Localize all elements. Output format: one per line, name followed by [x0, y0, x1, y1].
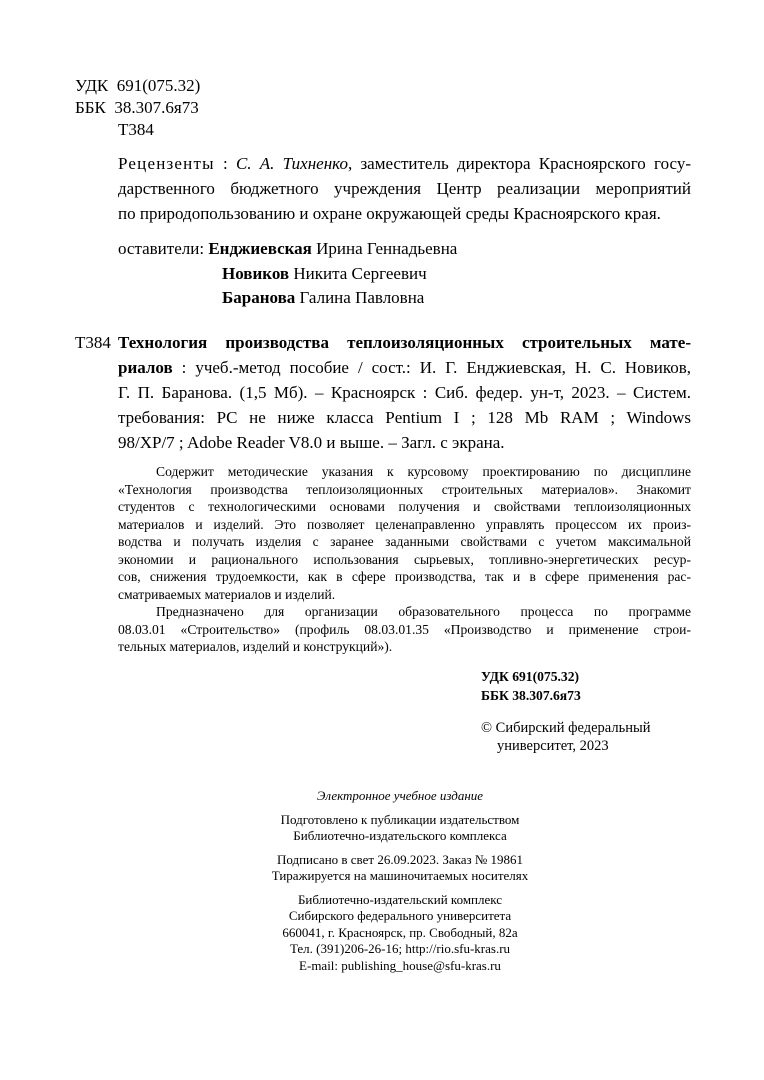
biblio-mark: Т384 — [75, 333, 111, 352]
compiler-surname: Новиков — [222, 264, 290, 283]
compilers-label: оставители: — [118, 239, 209, 258]
abstract-line: сматриваемых материалов и изделий. — [118, 586, 336, 602]
abstract-line: тельных материалов, изделий и конструкций»). — [118, 639, 393, 654]
prepared-line2: Библиотечно-издательского комплекса — [293, 828, 507, 843]
bbk-right: ББК 38.307.6я73 — [481, 688, 581, 703]
abstract-line: водства и получать изделия с заранее заданными свойствами с учетом максимальной — [118, 534, 691, 549]
biblio-entry — [118, 330, 691, 455]
prepared-line1: Подготовлено к публикации издательством — [280, 811, 520, 827]
address-line: 660041, г. Красноярск, пр. Свободный, 82а — [282, 924, 518, 940]
signed-line: Подписано в свет 26.09.2023. Заказ № 19861 — [276, 851, 524, 867]
reviewers-line2: дарственного бюджетного учреждения Центр реализации мероприятий — [118, 179, 691, 198]
abstract-line: «Технология производства теплоизоляционных строительных материалов». Знакомит — [118, 481, 691, 497]
compiler-name: Ирина Геннадьевна — [311, 239, 458, 258]
replicated-line: Тиражируется на машиночитаемых носителях — [271, 868, 529, 883]
biblio-title-line1: Технология производства теплоизоляционных строительных мате- — [118, 333, 691, 352]
abstract-line: Содержит методические указания к курсовому проектированию по дисциплине — [156, 464, 691, 479]
biblio-line5: 98/XP/7 ; Adobe Reader V8.0 и выше. – Загл. с экрана. — [118, 433, 505, 452]
author-mark: Т384 — [118, 120, 154, 139]
udk-value: 691(075.32) — [116, 76, 201, 95]
bbk-label: ББК — [75, 98, 106, 117]
edition-type: Электронное учебное издание — [316, 788, 484, 803]
abstract-line: сов, снижения трудоемкости, как в сфере производства, так и в сфере применения рас- — [118, 569, 691, 584]
reviewers-line3: по природопользованию и охране окружающей среды Красноярского края. — [118, 204, 661, 223]
biblio-line3: Г. П. Баранова. (1,5 Мб). – Красноярск : Сиб. федер. ун-т, 2023. – Систем. — [118, 383, 691, 402]
abstract-line: 08.03.01 «Строительство» (профиль 08.03.01.35 «Производство и применение строи- — [118, 621, 691, 637]
reviewers-label: Рецензенты — [118, 154, 215, 173]
abstract — [118, 463, 691, 656]
abstract-line: Предназначено для организации образовательного процесса по программе — [156, 604, 691, 619]
email-line: E-mail: publishing_house@sfu-kras.ru — [299, 957, 501, 973]
biblio-line2: риалов : учеб.-метод пособие / сост.: И. Г. Енджиевская, Н. С. Новиков, — [118, 358, 691, 377]
udk-right: УДК 691(075.32) — [481, 669, 580, 684]
reviewers-line1: Рецензенты : С. А. Тихненко, заместитель директора Красноярского госу- — [118, 154, 691, 173]
reviewers-block — [118, 151, 691, 226]
publisher-line2: Сибирского федерального университета — [288, 908, 512, 923]
abstract-line: студентов с технологическими основами получения и свойствами теплоизоляционных — [118, 499, 691, 514]
abstract-line: экономии и рационального использования сырьевых, топливно-энергетических ресур- — [118, 551, 691, 567]
imprint — [150, 788, 650, 974]
bbk-value: 38.307.6я73 — [114, 98, 199, 117]
copyright-line1: © Сибирский федеральный — [481, 720, 651, 736]
compilers-line1 — [118, 236, 457, 261]
compiler-name: Никита Сергеевич — [289, 264, 427, 283]
biblio-title-line2: риалов — [118, 358, 173, 377]
phone-line: Тел. (391)206-26-16; http://rio.sfu-kras.ru — [289, 941, 511, 956]
compiler-name: Галина Павловна — [295, 288, 425, 307]
reviewer-name: С. А. Тихненко — [235, 154, 348, 173]
compiler-surname: Енджиевская — [208, 239, 312, 258]
compilers-line2 — [222, 261, 427, 286]
abstract-line: материалов и изделий. Это позволяет целенаправленно управлять процессом их произ- — [118, 516, 691, 532]
publisher-line1: Библиотечно-издательский комплекс — [297, 891, 503, 907]
compilers-line3 — [222, 285, 424, 310]
udk-label: УДК — [75, 76, 109, 95]
biblio-line4: требования: PC не ниже класса Pentium I ; 128 Mb RAM ; Windows — [118, 408, 691, 427]
copyright-line2: университет, 2023 — [497, 738, 609, 754]
compiler-surname: Баранова — [222, 288, 296, 307]
